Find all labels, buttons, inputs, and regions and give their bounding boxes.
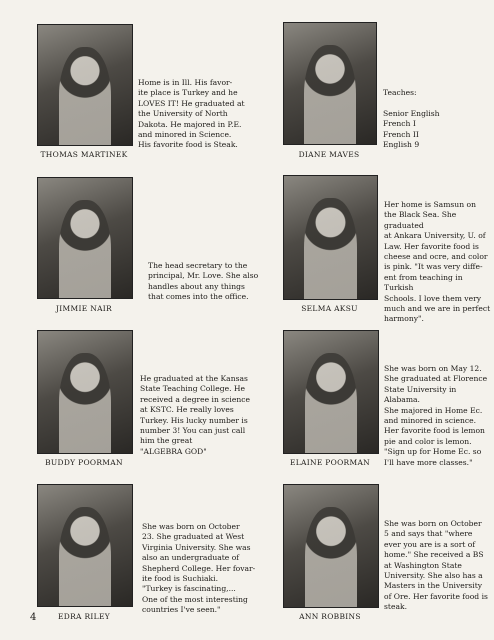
page-number: 4 [30, 612, 37, 623]
caption-edra-riley: EDRA RILEY [58, 612, 110, 621]
caption-thomas-martinek: THOMAS MARTINEK [40, 150, 128, 159]
caption-buddy-poorman: BUDDY POORMAN [45, 458, 123, 467]
photo-selma-aksu [283, 175, 378, 300]
caption-selma-aksu: SELMA AKSU [301, 304, 358, 313]
bio-elaine-poorman: She was born on May 12. She graduated at Florence State University in Alabama. She majored in Home Ec. and minored in science. Her favorite food is lemon pie and color is lemon. "Sign up for Home Ec. so I'll have more classes." [384, 364, 488, 467]
photo-ann-robbins [283, 484, 379, 608]
caption-elaine-poorman: ELAINE POORMAN [289, 458, 371, 467]
caption-jimmie-nair: JIMMIE NAIR [55, 304, 113, 313]
photo-edra-riley [37, 484, 133, 607]
caption-ann-robbins: ANN ROBBINS [299, 612, 361, 621]
bio-edra-riley: She was born on October 23. She graduated at West Virginia University. She was also an undergraduate of Shepherd College. Her fovar- ite food is Suchiaki. "Turkey is fascinating,... One of the most interesting countries I've seen." [142, 522, 256, 615]
photo-buddy-poorman [37, 330, 133, 454]
photo-jimmie-nair [37, 177, 133, 299]
caption-diane-maves: DIANE MAVES [298, 150, 360, 159]
bio-diane-maves: Teaches: Senior English French I French II English 9 [383, 88, 440, 150]
bio-selma-aksu: Her home is Samsun on the Black Sea. She graduated at Ankara University, U. of Law. Her favorite food is cheese and ocre, and color is pink. "It was very diffe- ent from teaching in Turkish Schools. I love them very much and we are in perfect harmony". [384, 200, 491, 324]
bio-thomas-martinek: Home is in Ill. His favor- ite place is Turkey and he LOVES IT! He graduated at the University of North Dakota. He majored in P.E. and minored in Science. His favorite food is Steak. [138, 78, 245, 150]
bio-jimmie-nair: The head secretary to the principal, Mr. Love. She also handles about any things that comes into the office. [148, 261, 259, 302]
bio-ann-robbins: She was born on October 5 and says that "where ever you are is a sort of home." She received a BS at Washington State University. She also has a Masters in the University of Ore. Her favorite food is steak. [384, 519, 488, 612]
bio-buddy-poorman: He graduated at the Kansas State Teaching College. He received a degree in science at KSTC. He really loves Turkey. His lucky number is number 3! You can just call him the great "ALGEBRA GOD" [140, 374, 250, 456]
photo-diane-maves [283, 22, 377, 145]
photo-elaine-poorman [283, 330, 379, 454]
photo-thomas-martinek [37, 24, 133, 146]
